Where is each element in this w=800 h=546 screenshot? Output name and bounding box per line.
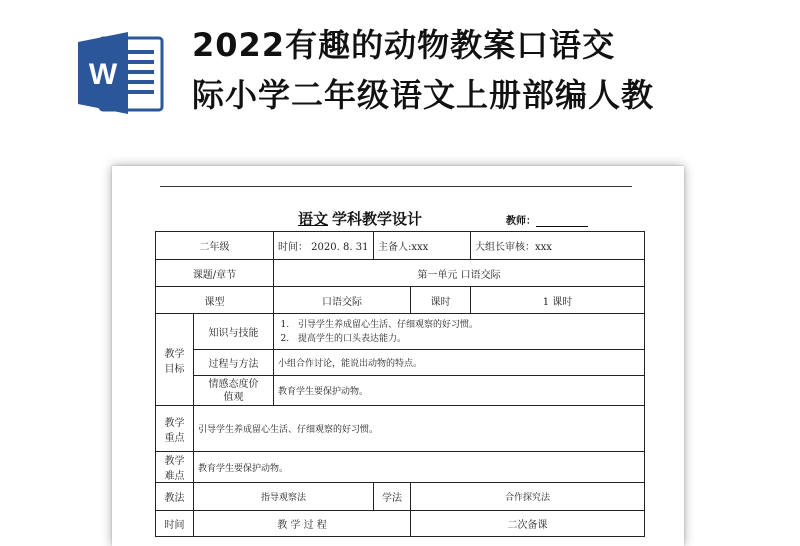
teacher-field [506, 212, 588, 227]
attitude-value: 教育学生要保护动物。 [274, 376, 645, 406]
document-page [112, 166, 684, 546]
teacher-label: 教师： [506, 216, 536, 227]
table-row [156, 314, 645, 350]
time-col-label: 时间 [156, 511, 194, 537]
focus-label: 教学 重点 [156, 406, 194, 452]
table-row [156, 452, 645, 483]
list-item: 1. 引导学生养成留心生活、仔细观察的好习惯。 [292, 318, 640, 332]
knowledge-value [274, 314, 645, 350]
process-label: 过程与方法 [194, 350, 274, 376]
table-row [156, 350, 645, 376]
topic-value: 第一单元 口语交际 [274, 260, 645, 287]
lesson-plan-table [155, 231, 645, 537]
focus-value: 引导学生养成留心生活、仔细观察的好习惯。 [194, 406, 645, 452]
hours-value: 1 课时 [471, 287, 645, 314]
difficulty-label: 教学 难点 [156, 452, 194, 483]
word-icon [78, 32, 164, 114]
document-heading: 学科教学设计 [332, 210, 423, 228]
header [0, 0, 800, 160]
second-prep-label: 二次备课 [411, 511, 645, 537]
knowledge-label: 知识与技能 [194, 314, 274, 350]
process-col-label: 教 学 过 程 [194, 511, 411, 537]
table-row [156, 260, 645, 287]
table-row [156, 483, 645, 511]
lesson-type-label: 课型 [156, 287, 274, 314]
title-line-2: 际小学二年级语文上册部编人教 [192, 76, 655, 114]
table-row [156, 287, 645, 314]
title-line-1: 2022有趣的动物教案口语交 [192, 26, 616, 64]
table-row [156, 376, 645, 406]
difficulty-value: 教育学生要保护动物。 [194, 452, 645, 483]
document-title [282, 208, 422, 229]
method-label: 教法 [156, 483, 194, 511]
page-title [192, 20, 772, 120]
list-item: 2. 提高学生的口头表达能力。 [292, 332, 640, 346]
reviewer-cell: 大组长审核：xxx [471, 232, 645, 260]
goals-label: 教学 目标 [156, 314, 194, 406]
study-label: 学法 [374, 483, 411, 511]
topic-label: 课题/章节 [156, 260, 274, 287]
time-cell: 时间： 2020. 8. 31 [274, 232, 374, 260]
header-rule [160, 186, 632, 187]
word-logo-letter: W [88, 58, 118, 91]
subject-field: 语文 [298, 210, 329, 228]
table-row [156, 232, 645, 260]
preparer-cell: 主备人:xxx [374, 232, 471, 260]
table-row [156, 511, 645, 537]
process-value: 小组合作讨论，能说出动物的特点。 [274, 350, 645, 376]
hours-label: 课时 [411, 287, 471, 314]
table-row [156, 406, 645, 452]
attitude-label: 情感态度价 值观 [194, 376, 274, 406]
study-value: 合作探究法 [411, 483, 645, 511]
lesson-type-value: 口语交际 [274, 287, 411, 314]
teacher-blank [536, 216, 588, 227]
method-value: 指导观察法 [194, 483, 374, 511]
grade-cell: 二年级 [156, 232, 274, 260]
